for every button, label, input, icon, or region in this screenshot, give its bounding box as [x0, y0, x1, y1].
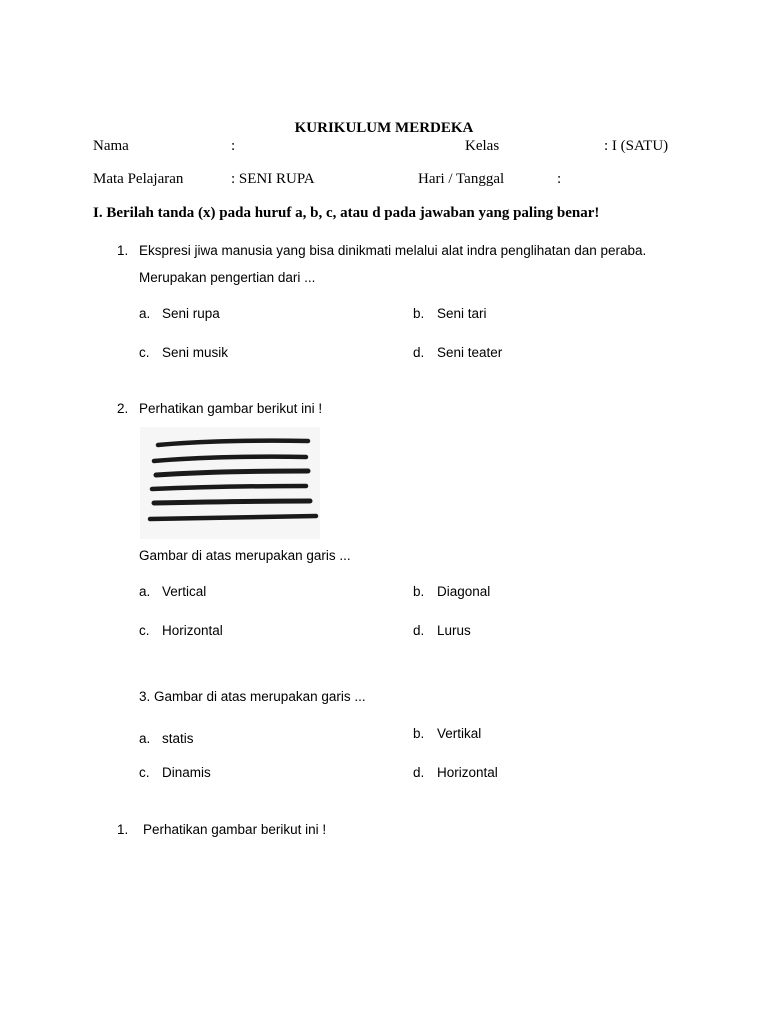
mapel-value: : SENI RUPA [231, 171, 315, 187]
q1-option-a-text: Seni rupa [162, 306, 220, 321]
nama-label: Nama [93, 138, 129, 154]
q2-option-a-text: Vertical [162, 584, 207, 599]
q3-option-d-letter: d. [413, 765, 425, 780]
q2-option-b-letter: b. [413, 584, 425, 599]
q3-text: 3. Gambar di atas merupakan garis ... [139, 689, 366, 704]
q1-option-a-letter: a. [139, 306, 151, 321]
q1-line1: Ekspresi jiwa manusia yang bisa dinikmati melalui alat indra penglihatan dan peraba. [139, 243, 647, 258]
hari-label: Hari / Tanggal [418, 171, 505, 187]
q1-line2: Merupakan pengertian dari ... [139, 270, 316, 285]
q3-option-d-text: Horizontal [437, 765, 498, 780]
q3-option-c-letter: c. [139, 765, 150, 780]
q2-option-d-text: Lurus [437, 623, 471, 638]
kelas-value: : I (SATU) [604, 138, 669, 154]
q1-option-b-letter: b. [413, 306, 425, 321]
hari-colon: : [557, 171, 562, 187]
q2-option-b-text: Diagonal [437, 584, 491, 599]
q3-option-a-text: statis [162, 731, 194, 746]
q2-option-d-letter: d. [413, 623, 425, 638]
kelas-label: Kelas [465, 138, 500, 154]
q2-option-c-letter: c. [139, 623, 150, 638]
q2-option-a-letter: a. [139, 584, 151, 599]
q2-text: Perhatikan gambar berikut ini ! [139, 401, 323, 416]
q3-option-b-letter: b. [413, 726, 425, 741]
q3-option-c-text: Dinamis [162, 765, 211, 780]
q1-option-d-letter: d. [413, 345, 425, 360]
q3-option-a-letter: a. [139, 731, 151, 746]
q4-number: 1. [117, 822, 129, 837]
document-title: KURIKULUM MERDEKA [294, 120, 474, 136]
q1-number: 1. [117, 243, 129, 258]
instruction: I. Berilah tanda (x) pada huruf a, b, c, atau d pada jawaban yang paling benar! [93, 205, 600, 221]
q1-option-c-letter: c. [139, 345, 150, 360]
nama-colon: : [231, 138, 236, 154]
horizontal-lines-image [140, 427, 320, 539]
q4-text: Perhatikan gambar berikut ini ! [143, 822, 327, 837]
q2-number: 2. [117, 401, 129, 416]
q2-caption: Gambar di atas merupakan garis ... [139, 548, 351, 563]
q1-option-d-text: Seni teater [437, 345, 503, 360]
mapel-label: Mata Pelajaran [93, 171, 184, 187]
q1-option-b-text: Seni tari [437, 306, 487, 321]
q1-option-c-text: Seni musik [162, 345, 229, 360]
q3-option-b-text: Vertikal [437, 726, 482, 741]
q2-option-c-text: Horizontal [162, 623, 223, 638]
